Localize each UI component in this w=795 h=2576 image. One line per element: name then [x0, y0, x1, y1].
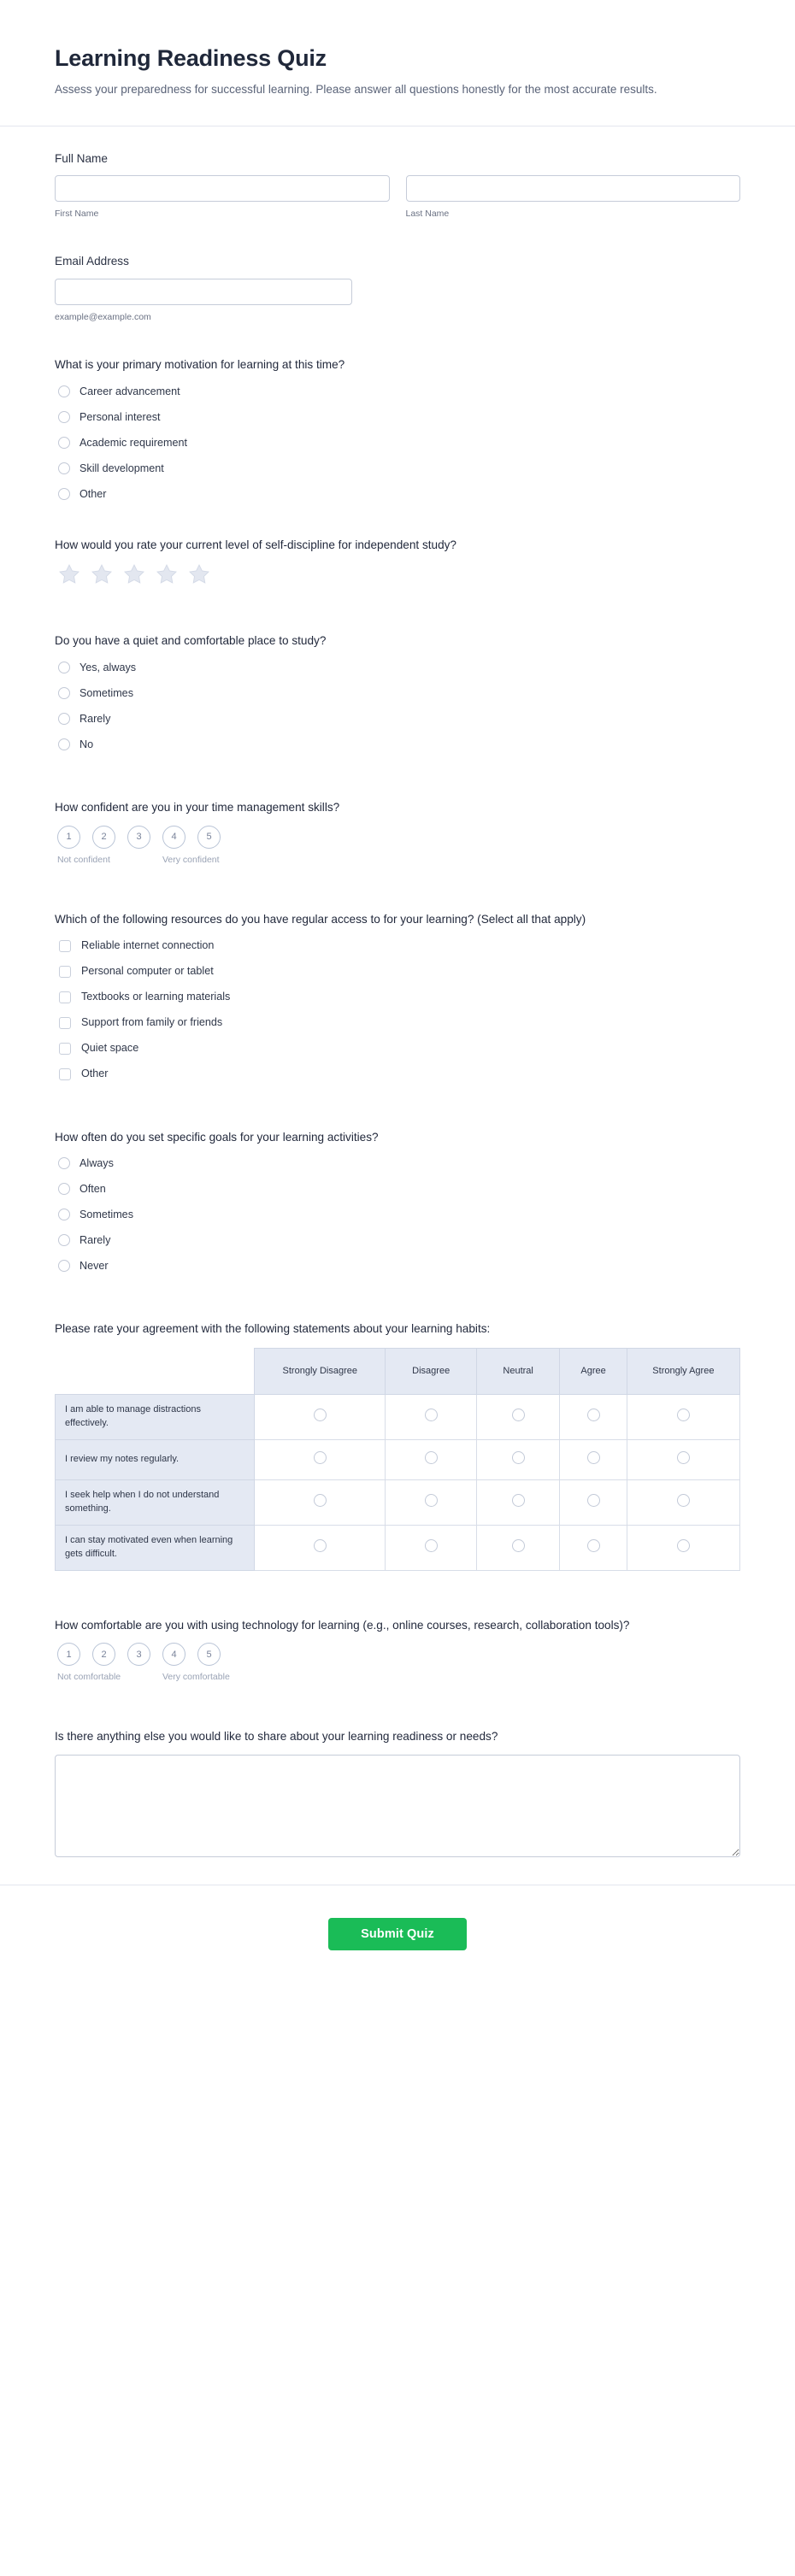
- first-name-group: [55, 175, 390, 219]
- matrix-cell[interactable]: [386, 1479, 476, 1525]
- radio-circle-icon[interactable]: [58, 1157, 70, 1169]
- matrix-column-header: Strongly Agree: [627, 1348, 739, 1394]
- checkbox-option[interactable]: [55, 989, 740, 1006]
- radio-option[interactable]: [55, 460, 740, 477]
- radio-circle-icon[interactable]: [587, 1494, 600, 1507]
- matrix-column-header: Neutral: [476, 1348, 559, 1394]
- scale-circle[interactable]: 2: [92, 1643, 115, 1666]
- radio-option[interactable]: [55, 1155, 740, 1172]
- radio-option[interactable]: [55, 485, 740, 503]
- scale-circle[interactable]: 3: [127, 826, 150, 849]
- self-discipline-label: How would you rate your current level of self-discipline for independent study?: [55, 538, 456, 551]
- radio-option[interactable]: [55, 1257, 740, 1274]
- open-feedback-textarea[interactable]: [55, 1755, 740, 1857]
- option-label: Never: [80, 1260, 109, 1273]
- motivation-label: What is your primary motivation for learning at this time?: [55, 358, 345, 372]
- matrix-cell[interactable]: [560, 1525, 627, 1570]
- question-motivation: [55, 356, 740, 503]
- option-label: Career advancement: [80, 385, 180, 397]
- option-label: Sometimes: [80, 686, 133, 699]
- scale-left-label: Not confident: [57, 854, 110, 865]
- checkbox-square-icon[interactable]: [59, 1017, 71, 1029]
- resources-label: Which of the following resources do you have regular access to for your learning? (Select all that apply): [55, 912, 586, 926]
- matrix-row-label: I seek help when I do not understand something.: [56, 1479, 255, 1525]
- checkbox-option[interactable]: [55, 938, 740, 955]
- radio-circle-icon[interactable]: [425, 1409, 438, 1421]
- option-label: No: [80, 738, 94, 750]
- form-header: [0, 0, 795, 126]
- open-feedback-label: Is there anything else you would like to share about your learning readiness or needs?: [55, 1730, 498, 1744]
- radio-circle-icon[interactable]: [587, 1539, 600, 1552]
- option-label: Reliable internet connection: [81, 939, 215, 952]
- scale-right-label: Very confident: [162, 854, 220, 865]
- matrix-row: [56, 1439, 740, 1479]
- radio-circle-icon[interactable]: [587, 1409, 600, 1421]
- option-label: Sometimes: [80, 1209, 133, 1221]
- first-name-input[interactable]: [55, 175, 390, 202]
- question-open-feedback: [55, 1728, 740, 1857]
- scale-circle[interactable]: 2: [92, 826, 115, 849]
- radio-circle-icon[interactable]: [58, 662, 70, 673]
- matrix-column-header: Strongly Disagree: [255, 1348, 386, 1394]
- radio-circle-icon[interactable]: [58, 437, 70, 449]
- matrix-cell[interactable]: [476, 1525, 559, 1570]
- radio-circle-icon[interactable]: [512, 1409, 525, 1421]
- field-email: [55, 253, 740, 322]
- radio-circle-icon[interactable]: [677, 1451, 690, 1464]
- question-self-discipline: [55, 537, 740, 587]
- scale-point[interactable]: [197, 1643, 233, 1666]
- radio-circle-icon[interactable]: [425, 1539, 438, 1552]
- scale-circle[interactable]: 1: [57, 826, 80, 849]
- matrix-cell[interactable]: [560, 1394, 627, 1439]
- first-name-sublabel: First Name: [55, 209, 99, 220]
- matrix-cell[interactable]: [386, 1439, 476, 1479]
- form-footer: [0, 1885, 795, 1993]
- matrix-row-label: I review my notes regularly.: [56, 1439, 255, 1479]
- matrix-cell[interactable]: [386, 1394, 476, 1439]
- radio-option[interactable]: [55, 659, 740, 676]
- matrix-cell[interactable]: [560, 1479, 627, 1525]
- scale-circle[interactable]: 4: [162, 1643, 186, 1666]
- matrix-column-header: Disagree: [386, 1348, 476, 1394]
- time-management-label: How confident are you in your time management skills?: [55, 801, 340, 815]
- star-icon[interactable]: [187, 562, 211, 586]
- question-quiet-place: [55, 632, 740, 753]
- scale-point[interactable]: [92, 826, 127, 849]
- motivation-options: [55, 383, 740, 503]
- option-label: Always: [80, 1157, 114, 1170]
- option-label: Yes, always: [80, 661, 137, 673]
- matrix-cell[interactable]: [255, 1479, 386, 1525]
- question-goal-setting: [55, 1129, 740, 1275]
- radio-circle-icon[interactable]: [58, 1260, 70, 1272]
- scale-left-label: Not comfortable: [57, 1672, 121, 1683]
- star-icon[interactable]: [122, 562, 146, 586]
- time-management-scale: [55, 826, 740, 865]
- radio-circle-icon[interactable]: [677, 1494, 690, 1507]
- option-label: Support from family or friends: [81, 1016, 223, 1029]
- checkbox-option[interactable]: [55, 1040, 740, 1057]
- checkbox-square-icon[interactable]: [59, 966, 71, 978]
- scale-circle[interactable]: 5: [197, 826, 221, 849]
- radio-circle-icon[interactable]: [314, 1409, 327, 1421]
- option-label: Skill development: [80, 462, 164, 474]
- radio-circle-icon[interactable]: [677, 1539, 690, 1552]
- option-label: Quiet space: [81, 1042, 139, 1055]
- radio-circle-icon[interactable]: [512, 1451, 525, 1464]
- scale-point[interactable]: [127, 1643, 162, 1666]
- radio-option[interactable]: [55, 736, 740, 753]
- radio-circle-icon[interactable]: [425, 1451, 438, 1464]
- option-label: Personal interest: [80, 410, 161, 423]
- radio-circle-icon[interactable]: [512, 1494, 525, 1507]
- scale-point[interactable]: [197, 826, 233, 849]
- checkbox-square-icon[interactable]: [59, 1043, 71, 1055]
- matrix-cell[interactable]: [627, 1439, 739, 1479]
- option-label: Rarely: [80, 1234, 111, 1247]
- checkbox-option[interactable]: [55, 1015, 740, 1032]
- matrix-cell[interactable]: [386, 1525, 476, 1570]
- scale-point[interactable]: [162, 1643, 197, 1666]
- checkbox-square-icon[interactable]: [59, 991, 71, 1003]
- habits-matrix-label: Please rate your agreement with the following statements about your learning habits:: [55, 1322, 491, 1336]
- email-sublabel: example@example.com: [55, 312, 151, 323]
- option-label: Other: [81, 1067, 109, 1080]
- star-rating-group[interactable]: [55, 562, 740, 586]
- radio-option[interactable]: [55, 409, 740, 426]
- matrix-cell[interactable]: [476, 1394, 559, 1439]
- scale-point[interactable]: [162, 826, 197, 849]
- quiet-place-label: Do you have a quiet and comfortable place to study?: [55, 634, 327, 648]
- option-label: Other: [80, 487, 107, 500]
- matrix-cell[interactable]: [255, 1525, 386, 1570]
- radio-circle-icon[interactable]: [58, 1183, 70, 1195]
- radio-circle-icon[interactable]: [314, 1539, 327, 1552]
- matrix-row: [56, 1394, 740, 1439]
- radio-option[interactable]: [55, 710, 740, 727]
- matrix-cell[interactable]: [627, 1394, 739, 1439]
- page-subtitle: Assess your preparedness for successful learning. Please answer all questions honestly for the most accurate results.: [55, 83, 657, 97]
- option-label: Rarely: [80, 712, 111, 725]
- quiet-place-options: [55, 659, 740, 753]
- email-input[interactable]: [55, 279, 352, 305]
- matrix-cell[interactable]: [560, 1439, 627, 1479]
- radio-option[interactable]: [55, 1206, 740, 1223]
- radio-circle-icon[interactable]: [587, 1451, 600, 1464]
- field-full-name: [55, 150, 740, 220]
- checkbox-square-icon[interactable]: [59, 1068, 71, 1080]
- matrix-cell[interactable]: [476, 1439, 559, 1479]
- checkbox-square-icon[interactable]: [59, 940, 71, 952]
- question-tech-comfort: [55, 1617, 740, 1683]
- goal-setting-label: How often do you set specific goals for your learning activities?: [55, 1130, 379, 1144]
- star-icon[interactable]: [90, 562, 114, 586]
- scale-right-label: Very comfortable: [162, 1672, 230, 1683]
- matrix-row: [56, 1525, 740, 1570]
- radio-circle-icon[interactable]: [58, 411, 70, 423]
- scale-circle[interactable]: 1: [57, 1643, 80, 1666]
- star-icon[interactable]: [155, 562, 179, 586]
- full-name-label: Full Name: [55, 151, 108, 165]
- radio-circle-icon[interactable]: [58, 687, 70, 699]
- scale-point[interactable]: [57, 1643, 92, 1666]
- radio-circle-icon[interactable]: [314, 1494, 327, 1507]
- radio-option[interactable]: [55, 434, 740, 451]
- question-habits-matrix: [55, 1320, 740, 1570]
- radio-circle-icon[interactable]: [58, 1209, 70, 1220]
- option-label: Often: [80, 1183, 106, 1196]
- scale-circle[interactable]: 4: [162, 826, 186, 849]
- radio-circle-icon[interactable]: [677, 1409, 690, 1421]
- radio-circle-icon[interactable]: [314, 1451, 327, 1464]
- matrix-row-label: I am able to manage distractions effectively.: [56, 1394, 255, 1439]
- last-name-group: [406, 175, 741, 219]
- matrix-corner-cell: [56, 1348, 255, 1394]
- matrix-column-header: Agree: [560, 1348, 627, 1394]
- matrix-row: [56, 1479, 740, 1525]
- tech-comfort-scale: [55, 1643, 740, 1682]
- tech-comfort-label: How comfortable are you with using technology for learning (e.g., online courses, research, collaboration tools)?: [55, 1618, 630, 1632]
- submit-button[interactable]: Submit Quiz: [328, 1918, 467, 1950]
- radio-circle-icon[interactable]: [58, 385, 70, 397]
- last-name-sublabel: Last Name: [405, 209, 450, 220]
- scale-point[interactable]: [127, 826, 162, 849]
- matrix-cell[interactable]: [255, 1394, 386, 1439]
- option-label: Textbooks or learning materials: [81, 991, 231, 1003]
- page-title: Learning Readiness Quiz: [55, 45, 327, 71]
- radio-circle-icon[interactable]: [58, 738, 70, 750]
- option-label: Academic requirement: [80, 436, 187, 449]
- last-name-input[interactable]: [406, 175, 741, 202]
- scale-point[interactable]: [92, 1643, 127, 1666]
- radio-circle-icon[interactable]: [425, 1494, 438, 1507]
- checkbox-option[interactable]: [55, 1066, 740, 1083]
- matrix-cell[interactable]: [255, 1439, 386, 1479]
- matrix-table-wrap: [55, 1348, 740, 1571]
- resources-options: [55, 938, 740, 1083]
- matrix-table: [55, 1348, 740, 1571]
- form-body: [0, 126, 795, 1857]
- matrix-cell[interactable]: [627, 1525, 739, 1570]
- radio-option[interactable]: [55, 685, 740, 702]
- matrix-cell[interactable]: [627, 1479, 739, 1525]
- option-label: Personal computer or tablet: [81, 965, 214, 978]
- radio-circle-icon[interactable]: [58, 462, 70, 474]
- star-icon[interactable]: [57, 562, 81, 586]
- goal-setting-options: [55, 1155, 740, 1274]
- radio-circle-icon[interactable]: [512, 1539, 525, 1552]
- question-time-management: [55, 799, 740, 865]
- radio-circle-icon[interactable]: [58, 1234, 70, 1246]
- radio-option[interactable]: [55, 1180, 740, 1197]
- scale-circle[interactable]: 3: [127, 1643, 150, 1666]
- scale-point[interactable]: [57, 826, 92, 849]
- checkbox-option[interactable]: [55, 963, 740, 980]
- radio-option[interactable]: [55, 1232, 740, 1249]
- matrix-row-label: I can stay motivated even when learning gets difficult.: [56, 1525, 255, 1570]
- question-resources: [55, 911, 740, 1083]
- email-label: Email Address: [55, 255, 129, 268]
- radio-circle-icon[interactable]: [58, 488, 70, 500]
- matrix-cell[interactable]: [476, 1479, 559, 1525]
- scale-circle[interactable]: 5: [197, 1643, 221, 1666]
- radio-circle-icon[interactable]: [58, 713, 70, 725]
- radio-option[interactable]: [55, 383, 740, 400]
- matrix-header-row: [56, 1348, 740, 1394]
